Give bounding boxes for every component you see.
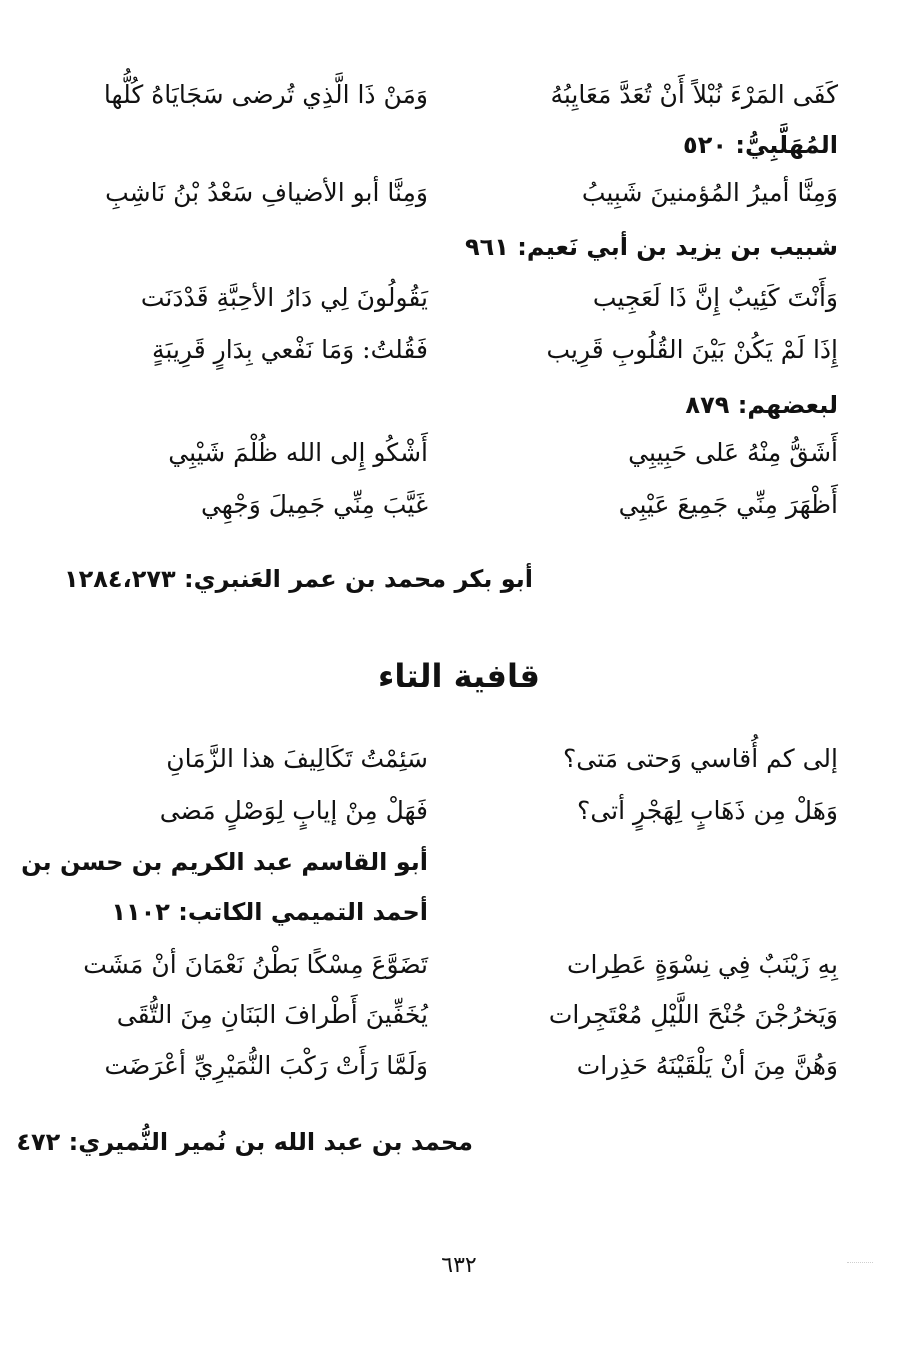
verse-hemistich-right: وَلَمَّا رَأَتْ رَكْبَ النُّمَيْرِيِّ أعْرَضَت [104,1051,428,1080]
poet-attribution-line1: أبو القاسم عبد الكريم بن حسن بن [21,848,428,876]
verse-hemistich-right: غَيَّبَ مِنِّي جَمِيلَ وَجْهِي [200,490,428,519]
verse-hemistich-right: أَشْكُو إِلى الله ظُلْمَ شَيْبِي [168,438,428,467]
section-heading: قافية التاء [378,657,540,695]
poet-attribution-line2: أحمد التميمي الكاتب: ١١٠٢ [111,898,428,926]
verse-hemistich-right: فَقُلتُ: وَمَا نَفْعي بِدَارٍ قَرِيبَةٍ [152,335,428,364]
poet-attribution: لبعضهم: ٨٧٩ [685,391,838,419]
verse-hemistich-left: وَهُنَّ مِنَ أنْ يَلْقَيْنَهُ حَذِرات [576,1051,838,1080]
poet-attribution: المُهَلَّبِيُّ: ٥٢٠ [683,131,838,159]
page-number: ٦٣٢ [441,1253,477,1278]
verse-hemistich-left: بِهِ زَيْنَبٌ فِي نِسْوَةٍ عَطِرات [566,950,838,979]
verse-hemistich-right: وَمَنْ ذَا الَّذِي تُرضى سَجَايَاهُ كُلُّها [103,80,428,109]
verse-hemistich-left: وَمِنَّا أميرُ المُؤمنينَ شَبِيبُ [581,178,838,207]
poet-attribution: شبيب بن يزيد بن أبي نَعيم: ٩٦١ [464,233,838,261]
verse-hemistich-left: إلى كم أُقاسي وَحتى مَتى؟ [563,744,838,773]
poet-attribution: أبو بكر محمد بن عمر العَنبري: ١٢٨٤،٢٧٣ [63,565,533,593]
verse-hemistich-right: وَمِنَّا أبو الأضيافِ سَعْدُ بْنُ نَاشِبِ [105,178,428,207]
verse-hemistich-left: أَظْهَرَ مِنِّي جَمِيعَ عَيْبِي [618,490,838,519]
verse-hemistich-right: سَئِمْتُ تَكَالِيفَ هذا الزَّمَانِ [166,744,428,773]
verse-hemistich-left: إِذَا لَمْ يَكُنْ بَيْنَ القُلُوبِ قَرِيب [546,335,838,364]
verse-hemistich-right: يَقُولُونَ لِي دَارُ الأحِبَّةِ قَدْدَنَت [140,283,428,312]
verse-hemistich-left: كَفَى المَرْءَ نُبْلاً أَنْ تُعَدَّ مَعَايِبُهُ [550,80,838,109]
verse-hemistich-left: وَأَنْتَ كَئِيبٌ إِنَّ ذَا لَعَجِيب [592,283,838,312]
scan-speck [847,1262,873,1267]
verse-hemistich-right: تَضَوَّعَ مِسْكًا بَطْنُ نَعْمَانَ أنْ مَشَت [83,950,428,979]
verse-hemistich-left: وَيَخرُجْنَ جُنْحَ اللَّيْلِ مُعْتَجِرات [548,1000,838,1029]
verse-hemistich-left: وَهَلْ مِن ذَهَابٍ لِهَجْرٍ أتى؟ [577,796,838,825]
verse-hemistich-right: يُخَفِّينَ أَطْرافَ البَنَانِ مِنَ التُّقَى [116,1000,428,1029]
verse-hemistich-right: فَهَلْ مِنْ إيابٍ لِوَصْلٍ مَضى [159,796,428,825]
verse-hemistich-left: أَشَقُّ مِنْهُ عَلى حَبِيبِي [628,438,838,467]
poet-attribution: محمد بن عبد الله بن نُمير النُّميري: ٤٧٢ [16,1128,473,1156]
